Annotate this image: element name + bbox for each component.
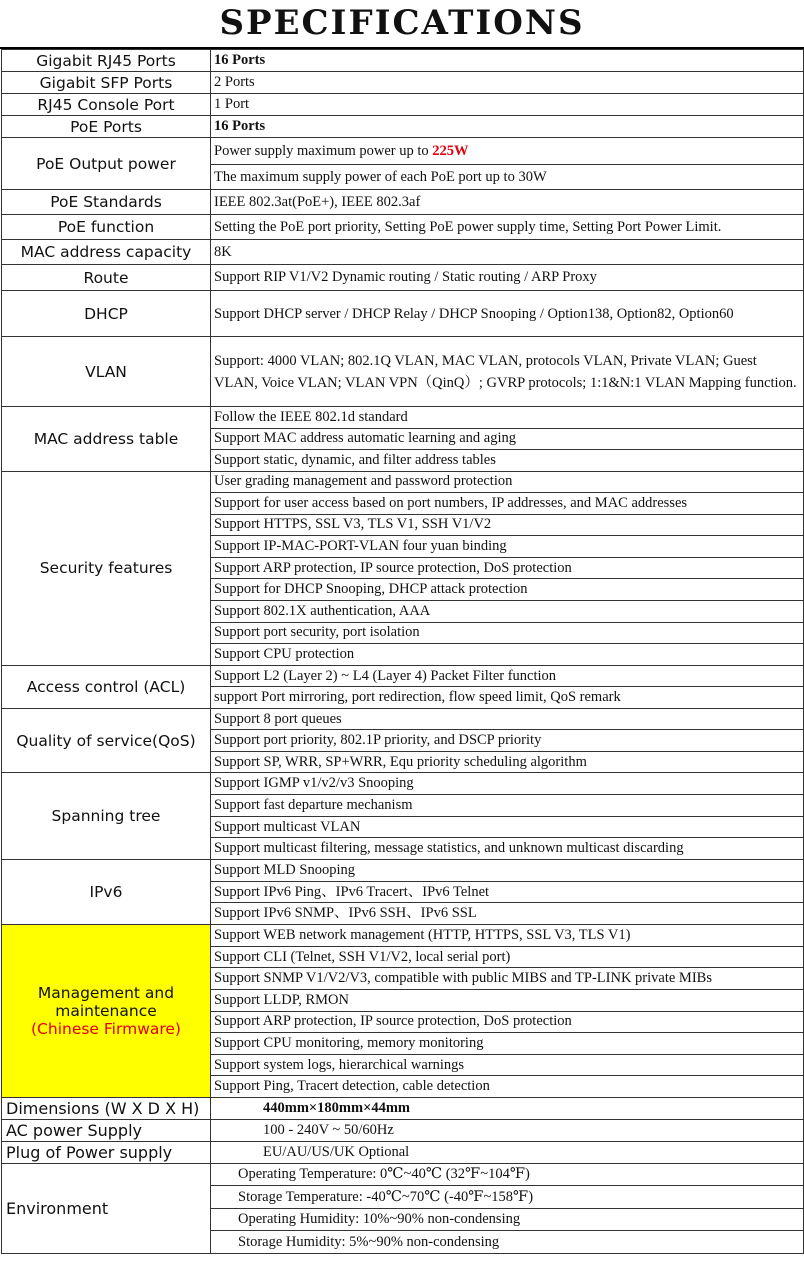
- list-item: Support L2 (Layer 2) ~ L4 (Layer 4) Packet Filter function: [211, 665, 804, 687]
- spec-value: EU/AU/US/UK Optional: [211, 1141, 804, 1163]
- list-item: Support CLI (Telnet, SSH V1/V2, local serial port): [211, 946, 804, 968]
- list-item: Support for user access based on port numbers, IP addresses, and MAC addresses: [211, 493, 804, 515]
- spec-label: MAC address capacity: [2, 240, 211, 265]
- list-item: Support CPU protection: [211, 644, 804, 666]
- list-item: Support system logs, hierarchical warnings: [211, 1054, 804, 1076]
- table-row: [2, 665, 804, 687]
- spec-label: [2, 471, 211, 665]
- list-item: Support multicast filtering, message statistics, and unknown multicast discarding: [211, 838, 804, 860]
- list-item: Support IPv6 Ping、IPv6 Tracert、IPv6 Telnet: [211, 881, 804, 903]
- spec-label: DHCP: [2, 291, 211, 337]
- list-item: Support static, dynamic, and filter address tables: [211, 450, 804, 472]
- spec-label: [2, 708, 211, 773]
- spec-label: Environment: [2, 1163, 211, 1253]
- spec-value: Setting the PoE port priority, Setting PoE power supply time, Setting Port Power Limit.: [211, 215, 804, 240]
- table-row: [2, 407, 804, 429]
- spec-label-text: Security features: [39, 559, 173, 578]
- spec-label: PoE Output power: [2, 138, 211, 190]
- spec-label: [2, 665, 211, 708]
- firmware-note: (Chinese Firmware): [31, 1020, 181, 1039]
- spec-value: [211, 138, 804, 165]
- list-item: Support port security, port isolation: [211, 622, 804, 644]
- table-row: [2, 471, 804, 493]
- list-item: Support MLD Snooping: [211, 860, 804, 882]
- list-item: Support LLDP, RMON: [211, 989, 804, 1011]
- spec-label: VLAN: [2, 337, 211, 407]
- spec-value: The maximum supply power of each PoE port up to 30W: [211, 165, 804, 190]
- table-row: [2, 1163, 804, 1186]
- list-item: Operating Humidity: 10%~90% non-condensing: [211, 1208, 804, 1231]
- spec-label: AC power Supply: [2, 1119, 211, 1141]
- list-item: support Port mirroring, port redirection, flow speed limit, QoS remark: [211, 687, 804, 709]
- list-item: Support MAC address automatic learning and aging: [211, 428, 804, 450]
- spec-label: Plug of Power supply: [2, 1141, 211, 1163]
- spec-label-text: IPv6: [89, 883, 123, 902]
- table-row: [2, 925, 804, 947]
- spec-label-text: Spanning tree: [51, 807, 161, 826]
- spec-label-text: Quality of service(QoS): [16, 731, 196, 750]
- list-item: Follow the IEEE 802.1d standard: [211, 407, 804, 429]
- list-item: Support IGMP v1/v2/v3 Snooping: [211, 773, 804, 795]
- spec-label-text: Access control (ACL): [26, 677, 186, 696]
- spec-label: PoE function: [2, 215, 211, 240]
- table-row: [2, 240, 804, 265]
- spec-label: [2, 407, 211, 472]
- spec-label: RJ45 Console Port: [2, 94, 211, 116]
- list-item: Support WEB network management (HTTP, HTTPS, SSL V3, TLS V1): [211, 925, 804, 947]
- spec-value: IEEE 802.3at(PoE+), IEEE 802.3af: [211, 190, 804, 215]
- table-row: [2, 337, 804, 407]
- spec-value-highlight: 225W: [432, 142, 469, 159]
- spec-label: [2, 925, 211, 1098]
- table-row: [2, 1097, 804, 1119]
- table-row: [2, 116, 804, 138]
- list-item: Operating Temperature: 0℃~40℃ (32℉~104℉): [211, 1163, 804, 1186]
- spec-value: 100 - 240V ~ 50/60Hz: [211, 1119, 804, 1141]
- table-row: [2, 773, 804, 795]
- list-item: Support fast departure mechanism: [211, 795, 804, 817]
- spec-value: 1 Port: [211, 94, 804, 116]
- list-item: User grading management and password protection: [211, 471, 804, 493]
- spec-value: 440mm×180mm×44mm: [211, 1097, 804, 1119]
- spec-value: 2 Ports: [211, 72, 804, 94]
- table-row: [2, 860, 804, 882]
- table-row: [2, 1141, 804, 1163]
- spec-label: [2, 773, 211, 860]
- spec-value: 16 Ports: [211, 116, 804, 138]
- list-item: Storage Humidity: 5%~90% non-condensing: [211, 1231, 804, 1254]
- table-row: [2, 50, 804, 72]
- spec-label: Dimensions (W X D X H): [2, 1097, 211, 1119]
- spec-value: Support: 4000 VLAN; 802.1Q VLAN, MAC VLAN, protocols VLAN, Private VLAN; Guest VLAN, Voice VLAN; VLAN VPN（QinQ）; GVRP protocols; 1:1&N:1 VLAN Mapping function.: [211, 337, 804, 407]
- spec-label: [2, 860, 211, 925]
- list-item: Support IPv6 SNMP、IPv6 SSH、IPv6 SSL: [211, 903, 804, 925]
- spec-label: PoE Ports: [2, 116, 211, 138]
- list-item: Support ARP protection, IP source protection, DoS protection: [211, 1011, 804, 1033]
- spec-value: 16 Ports: [211, 50, 804, 72]
- list-item: Support SNMP V1/V2/V3, compatible with public MIBS and TP-LINK private MIBs: [211, 968, 804, 990]
- list-item: Support 802.1X authentication, AAA: [211, 601, 804, 623]
- list-item: Support CPU monitoring, memory monitoring: [211, 1033, 804, 1055]
- table-row: [2, 265, 804, 291]
- spec-label: Gigabit SFP Ports: [2, 72, 211, 94]
- table-row: [2, 138, 804, 165]
- spec-label: PoE Standards: [2, 190, 211, 215]
- table-row: [2, 190, 804, 215]
- spec-label-text: Management and maintenance: [37, 984, 175, 1021]
- table-row: [2, 215, 804, 240]
- list-item: Support IP-MAC-PORT-VLAN four yuan binding: [211, 536, 804, 558]
- table-row: [2, 1119, 804, 1141]
- spec-label: Gigabit RJ45 Ports: [2, 50, 211, 72]
- list-item: Support 8 port queues: [211, 708, 804, 730]
- list-item: Support for DHCP Snooping, DHCP attack protection: [211, 579, 804, 601]
- table-row: [2, 708, 804, 730]
- table-row: [2, 72, 804, 94]
- spec-label-text: MAC address table: [33, 429, 179, 448]
- spec-label: Route: [2, 265, 211, 291]
- spec-table: [1, 49, 804, 1254]
- spec-value: 8K: [211, 240, 804, 265]
- list-item: Support port priority, 802.1P priority, and DSCP priority: [211, 730, 804, 752]
- list-item: Support multicast VLAN: [211, 816, 804, 838]
- spec-value: Support DHCP server / DHCP Relay / DHCP Snooping / Option138, Option82, Option60: [211, 291, 804, 337]
- list-item: Support ARP protection, IP source protection, DoS protection: [211, 557, 804, 579]
- table-row: [2, 94, 804, 116]
- list-item: Support SP, WRR, SP+WRR, Equ priority scheduling algorithm: [211, 751, 804, 773]
- table-row: [2, 291, 804, 337]
- list-item: Storage Temperature: -40℃~70℃ (-40℉~158℉): [211, 1186, 804, 1209]
- spec-value: Support RIP V1/V2 Dynamic routing / Static routing / ARP Proxy: [211, 265, 804, 291]
- page-title: SPECIFICATIONS: [0, 0, 804, 49]
- list-item: Support HTTPS, SSL V3, TLS V1, SSH V1/V2: [211, 514, 804, 536]
- list-item: Support Ping, Tracert detection, cable detection: [211, 1076, 804, 1098]
- spec-value-text: Power supply maximum power up to: [214, 142, 433, 159]
